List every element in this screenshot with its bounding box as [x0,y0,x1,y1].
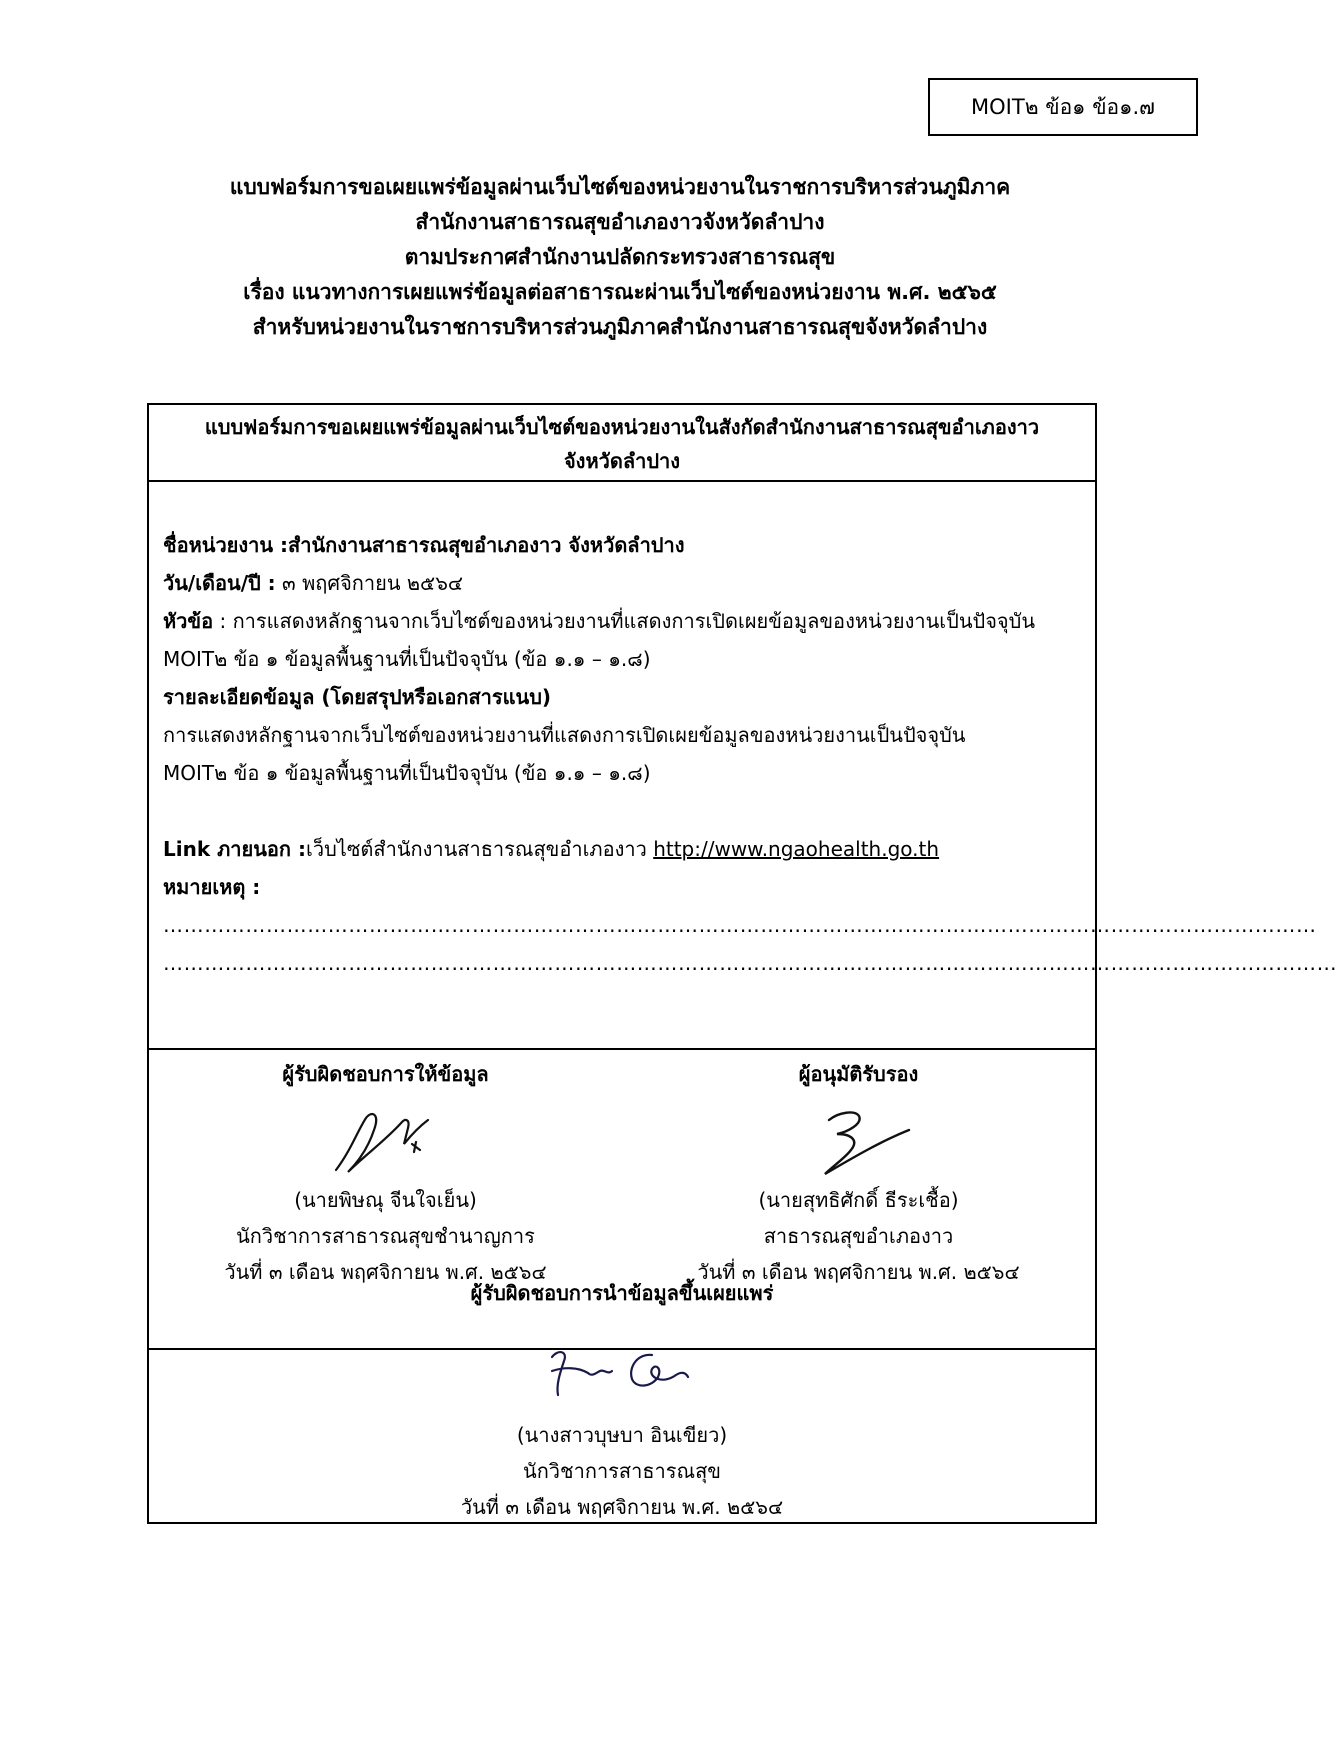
document-code: MOIT๒ ข้อ๑ ข้อ๑.๗ [971,94,1155,119]
approver-signature [789,1100,929,1182]
approver-position: สาธารณสุขอำเภองาว [763,1224,954,1248]
link-text: เว็บไซต์สำนักงานสาธารณสุขอำเภองาว [306,837,654,861]
form-title [149,405,1095,482]
topic-label: หัวข้อ [163,609,214,633]
note-label: หมายเหตุ : [163,875,261,899]
topic-row [163,602,1083,640]
form-info [163,526,1337,982]
provider-signature [316,1100,456,1182]
unit-name: ชื่อหน่วยงาน :สำนักงานสาธารณสุขอำเภองาว จังหวัดลำปาง [163,533,685,557]
publisher-role: ผู้รับผิดชอบการนำข้อมูลขึ้นเผยแพร่ [470,1281,774,1305]
topic-value: : การแสดงหลักฐานจากเว็บไซต์ของหน่วยงานที่แสดงการเปิดเผยข้อมูลของหน่วยงานเป็นปัจจุบัน [213,609,1036,633]
link-row [163,830,1083,868]
provider-date: วันที่ ๓ เดือน พฤศจิกายน พ.ศ. ๒๕๖๔ [224,1260,547,1284]
provider-name: (นายพิษณุ จีนใจเย็น) [294,1188,477,1212]
document-header [0,170,1240,345]
approver-date: วันที่ ๓ เดือน พฤศจิกายน พ.ศ. ๒๕๖๔ [697,1260,1020,1284]
form-table [147,403,1337,1524]
publisher-signature-block [149,1273,1095,1523]
date-row [163,564,1083,602]
date-label: วัน/เดือน/ปี : [163,571,276,595]
date-value: ๓ พฤศจิกายน ๒๕๖๔ [275,571,464,595]
form-title-line-1: แบบฟอร์มการขอเผยแพร่ข้อมูลผ่านเว็บไซต์ของหน่วยงานในสังกัดสำนักงานสาธารณสุขอำเภองาว [204,415,1040,439]
website-link[interactable]: http://www.ngaohealth.go.th [653,837,940,861]
publisher-signature [522,1333,722,1417]
link-label: Link ภายนอก : [163,837,306,861]
detail-line-1: การแสดงหลักฐานจากเว็บไซต์ของหน่วยงานที่แสดงการเปิดเผยข้อมูลของหน่วยงานเป็นปัจจุบัน [163,723,966,747]
provider-position: นักวิชาการสาธารณสุขชำนาญการ [236,1224,535,1248]
approver-role: ผู้อนุมัติรับรอง [798,1062,919,1086]
note-dotted-line-2: ……………………………………………………………………………………………………………………………………………………… [163,951,1337,975]
form-body [149,482,1337,1378]
header-line-3: ตามประกาศสำนักงานปลัดกระทรวงสาธารณสุข [404,245,836,269]
header-line-1: แบบฟอร์มการขอเผยแพร่ข้อมูลผ่านเว็บไซต์ของหน่วยงานในราชการบริหารส่วนภูมิภาค [229,175,1011,199]
provider-signature-block [149,1050,622,1290]
form-title-line-2: จังหวัดลำปาง [563,449,681,473]
spacer [163,792,1083,830]
detail-line-2: MOIT๒ ข้อ ๑ ข้อมูลพื้นฐานที่เป็นปัจจุบัน (ข้อ ๑.๑ – ๑.๘) [163,761,651,785]
header-line-2: สำนักงานสาธารณสุขอำเภองาวจังหวัดลำปาง [415,210,825,234]
document-code-box [928,78,1198,136]
approver-signature-block [622,1050,1095,1290]
header-line-5: สำหรับหน่วยงานในราชการบริหารส่วนภูมิภาคสำนักงานสาธารณสุขจังหวัดลำปาง [252,315,988,339]
publisher-position: นักวิชาการสาธารณสุข [523,1459,721,1483]
detail-label: รายละเอียดข้อมูล (โดยสรุปหรือเอกสารแนบ) [163,685,552,709]
approver-name: (นายสุทธิศักดิ์ ธีระเชื้อ) [758,1188,959,1212]
header-line-4: เรื่อง แนวทางการเผยแพร่ข้อมูลต่อสาธารณะผ่านเว็บไซต์ของหน่วยงาน พ.ศ. ๒๕๖๕ [243,280,997,304]
provider-role: ผู้รับผิดชอบการให้ข้อมูล [282,1062,489,1086]
topic-value-line-2: MOIT๒ ข้อ ๑ ข้อมูลพื้นฐานที่เป็นปัจจุบัน (ข้อ ๑.๑ – ๑.๘) [163,647,651,671]
publisher-name: (นางสาวบุษบา อินเขียว) [516,1423,728,1447]
publisher-date: วันที่ ๓ เดือน พฤศจิกายน พ.ศ. ๒๕๖๔ [460,1495,784,1519]
note-dotted-line-1: …………………………………………………………………………………………………………………………………………………… [163,913,1317,937]
